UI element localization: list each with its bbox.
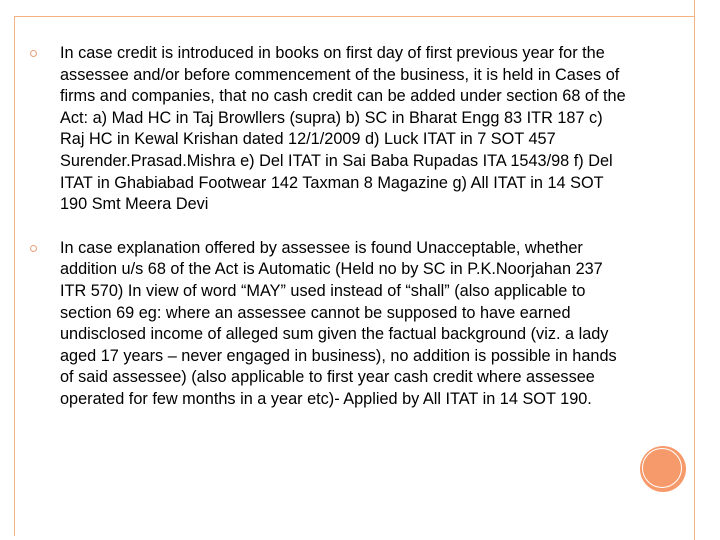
slide-border-right [694,0,695,540]
bullet-item-1 [30,43,630,216]
bullet-item-2 [30,238,630,411]
slide-border-left [14,16,15,536]
hollow-circle-bullet-icon [30,50,37,57]
decorative-circle-icon [640,446,686,492]
bullet-list [30,43,630,411]
bullet-text: In case credit is introduced in books on first day of first previous year for the assessee and/or before commencement of the business, it is held in Cases of firms and companies, that no cash credit can be added under section 68 of the Act: a) Mad HC in Taj Browllers (supra) b) SC in Bharat Engg 83 ITR 187 c) Raj HC in Kewal Krishan dated 12/1/2009 d) Luck ITAT in 7 SOT 457 Surender.Prasad.Mishra e) Del ITAT in Sai Baba Rupadas ITA 1543/98 f) Del ITAT in Ghabiabad Footwear 142 Taxman 8 Magazine g) All ITAT in 14 SOT 190 Smt Meera Devi [60,44,626,214]
hollow-circle-bullet-icon [30,245,37,252]
slide-border-top [14,16,694,17]
bullet-text: In case explanation offered by assessee is found Unacceptable, whether addition u/s 68 of the Act is Automatic (Held no by SC in P.K.Noorjahan 237 ITR 570) In view of word “MAY” used instead of “shall” (also applicable to section 69 eg: where an assessee cannot be supposed to have earned undisclosed income of alleged sum given the factual background (viz. a lady aged 17 years – never engaged in business), no addition is possible in hands of said assessee) (also applicable to first year cash credit where assessee operated for few months in a year etc)- Applied by All ITAT in 14 SOT 190. [60,238,617,408]
